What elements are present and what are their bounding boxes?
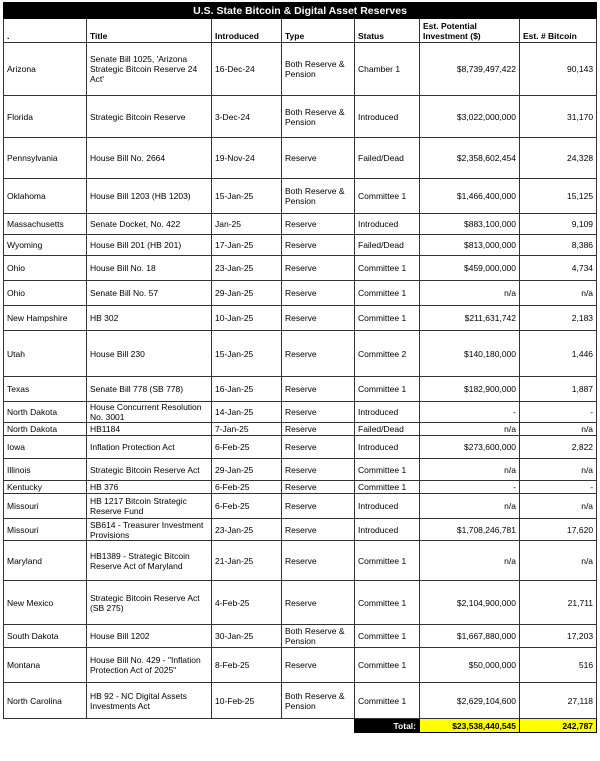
cell-introduced: 15-Jan-25: [212, 179, 282, 214]
cell-introduced: 6-Feb-25: [212, 481, 282, 494]
header-type: Type: [282, 19, 355, 43]
header-title: Title: [87, 19, 212, 43]
cell-status: Committee 1: [355, 281, 420, 306]
cell-status: Committee 1: [355, 581, 420, 625]
table-row: [4, 494, 597, 519]
cell-state: New Mexico: [4, 581, 87, 625]
cell-title: HB 92 - NC Digital Assets Investments Act: [87, 683, 212, 719]
cell-investment: n/a: [420, 459, 520, 481]
table-row: [4, 625, 597, 648]
total-spacer: [4, 719, 355, 733]
table-row: [4, 423, 597, 436]
cell-title: House Bill 1203 (HB 1203): [87, 179, 212, 214]
cell-status: Committee 1: [355, 683, 420, 719]
cell-status: Introduced: [355, 96, 420, 138]
cell-title: Senate Docket, No. 422: [87, 214, 212, 235]
table-row: [4, 459, 597, 481]
cell-bitcoin: 516: [520, 648, 597, 683]
cell-type: Reserve: [282, 581, 355, 625]
cell-status: Committee 1: [355, 256, 420, 281]
cell-introduced: 16-Dec-24: [212, 43, 282, 96]
cell-status: Introduced: [355, 402, 420, 423]
cell-title: Senate Bill 778 (SB 778): [87, 377, 212, 402]
cell-title: HB1389 - Strategic Bitcoin Reserve Act of Maryland: [87, 541, 212, 581]
cell-state: Maryland: [4, 541, 87, 581]
cell-bitcoin: n/a: [520, 423, 597, 436]
cell-introduced: 29-Jan-25: [212, 459, 282, 481]
cell-investment: $883,100,000: [420, 214, 520, 235]
cell-bitcoin: -: [520, 481, 597, 494]
cell-bitcoin: 4,734: [520, 256, 597, 281]
cell-type: Reserve: [282, 423, 355, 436]
cell-investment: n/a: [420, 541, 520, 581]
cell-investment: $813,000,000: [420, 235, 520, 256]
table-row: [4, 256, 597, 281]
table-row: [4, 481, 597, 494]
cell-bitcoin: 21,711: [520, 581, 597, 625]
cell-bitcoin: 1,446: [520, 331, 597, 377]
cell-title: Strategic Bitcoin Reserve Act (SB 275): [87, 581, 212, 625]
cell-introduced: 6-Feb-25: [212, 436, 282, 459]
cell-title: House Bill No. 18: [87, 256, 212, 281]
cell-status: Committee 1: [355, 377, 420, 402]
cell-investment: $3,022,000,000: [420, 96, 520, 138]
cell-introduced: 7-Jan-25: [212, 423, 282, 436]
cell-status: Committee 2: [355, 331, 420, 377]
total-row: [4, 719, 597, 733]
cell-introduced: 17-Jan-25: [212, 235, 282, 256]
cell-bitcoin: 27,118: [520, 683, 597, 719]
reserves-table-wrapper: [3, 2, 596, 733]
cell-type: Both Reserve & Pension: [282, 683, 355, 719]
table-row: [4, 138, 597, 179]
cell-investment: $8,739,497,422: [420, 43, 520, 96]
cell-state: Illinois: [4, 459, 87, 481]
cell-investment: $2,629,104,600: [420, 683, 520, 719]
table-row: [4, 541, 597, 581]
cell-title: HB1184: [87, 423, 212, 436]
cell-status: Introduced: [355, 519, 420, 541]
cell-bitcoin: 24,328: [520, 138, 597, 179]
cell-introduced: 16-Jan-25: [212, 377, 282, 402]
table-row: [4, 281, 597, 306]
cell-state: Iowa: [4, 436, 87, 459]
header-introduced: Introduced: [212, 19, 282, 43]
cell-investment: n/a: [420, 281, 520, 306]
cell-introduced: 4-Feb-25: [212, 581, 282, 625]
cell-state: Missouri: [4, 494, 87, 519]
cell-type: Reserve: [282, 459, 355, 481]
cell-title: Inflation Protection Act: [87, 436, 212, 459]
cell-type: Both Reserve & Pension: [282, 179, 355, 214]
table-row: [4, 214, 597, 235]
cell-status: Committee 1: [355, 625, 420, 648]
table-row: [4, 235, 597, 256]
cell-title: House Concurrent Resolution No. 3001: [87, 402, 212, 423]
cell-title: House Bill 1202: [87, 625, 212, 648]
cell-introduced: 19-Nov-24: [212, 138, 282, 179]
cell-introduced: 8-Feb-25: [212, 648, 282, 683]
cell-introduced: 14-Jan-25: [212, 402, 282, 423]
cell-introduced: Jan-25: [212, 214, 282, 235]
cell-status: Failed/Dead: [355, 235, 420, 256]
cell-type: Reserve: [282, 138, 355, 179]
cell-type: Both Reserve & Pension: [282, 96, 355, 138]
total-label: Total:: [355, 719, 420, 733]
cell-introduced: 10-Jan-25: [212, 306, 282, 331]
cell-title: Strategic Bitcoin Reserve: [87, 96, 212, 138]
cell-investment: n/a: [420, 423, 520, 436]
cell-type: Reserve: [282, 377, 355, 402]
cell-investment: -: [420, 402, 520, 423]
cell-state: Ohio: [4, 256, 87, 281]
cell-bitcoin: n/a: [520, 541, 597, 581]
cell-state: New Hampshire: [4, 306, 87, 331]
total-investment: $23,538,440,545: [420, 719, 520, 733]
table-row: [4, 306, 597, 331]
cell-state: Utah: [4, 331, 87, 377]
table-row: [4, 402, 597, 423]
cell-state: Ohio: [4, 281, 87, 306]
table-row: [4, 43, 597, 96]
cell-title: HB 376: [87, 481, 212, 494]
cell-introduced: 10-Feb-25: [212, 683, 282, 719]
cell-title: Senate Bill No. 57: [87, 281, 212, 306]
cell-type: Reserve: [282, 281, 355, 306]
cell-introduced: 23-Jan-25: [212, 256, 282, 281]
cell-title: SB614 - Treasurer Investment Provisions: [87, 519, 212, 541]
cell-title: Senate Bill 1025, 'Arizona Strategic Bitcoin Reserve 24 Act': [87, 43, 212, 96]
cell-type: Reserve: [282, 436, 355, 459]
table-row: [4, 331, 597, 377]
header-investment: Est. Potential Investment ($): [420, 19, 520, 43]
cell-investment: n/a: [420, 494, 520, 519]
cell-type: Reserve: [282, 481, 355, 494]
cell-bitcoin: 9,109: [520, 214, 597, 235]
cell-introduced: 3-Dec-24: [212, 96, 282, 138]
table-row: [4, 648, 597, 683]
cell-bitcoin: 2,822: [520, 436, 597, 459]
cell-state: Arizona: [4, 43, 87, 96]
cell-type: Reserve: [282, 306, 355, 331]
cell-bitcoin: 8,386: [520, 235, 597, 256]
total-bitcoin: 242,787: [520, 719, 597, 733]
cell-bitcoin: 90,143: [520, 43, 597, 96]
cell-title: House Bill No. 2664: [87, 138, 212, 179]
cell-state: Texas: [4, 377, 87, 402]
cell-bitcoin: 15,125: [520, 179, 597, 214]
cell-investment: $459,000,000: [420, 256, 520, 281]
reserves-table: [3, 2, 597, 733]
cell-status: Committee 1: [355, 306, 420, 331]
cell-type: Reserve: [282, 494, 355, 519]
cell-state: Kentucky: [4, 481, 87, 494]
table-body: [4, 43, 597, 719]
header-status: Status: [355, 19, 420, 43]
table-row: [4, 96, 597, 138]
cell-title: House Bill No. 429 - "Inflation Protection Act of 2025": [87, 648, 212, 683]
cell-state: South Dakota: [4, 625, 87, 648]
cell-introduced: 15-Jan-25: [212, 331, 282, 377]
cell-state: Massachusetts: [4, 214, 87, 235]
cell-title: HB 302: [87, 306, 212, 331]
cell-status: Committee 1: [355, 179, 420, 214]
cell-status: Committee 1: [355, 648, 420, 683]
cell-type: Both Reserve & Pension: [282, 625, 355, 648]
cell-state: Missouri: [4, 519, 87, 541]
header-state: .: [4, 19, 87, 43]
cell-title: House Bill 201 (HB 201): [87, 235, 212, 256]
cell-state: North Dakota: [4, 423, 87, 436]
table-row: [4, 519, 597, 541]
table-title: U.S. State Bitcoin & Digital Asset Reserves: [4, 3, 597, 19]
cell-status: Failed/Dead: [355, 423, 420, 436]
cell-introduced: 29-Jan-25: [212, 281, 282, 306]
cell-introduced: 21-Jan-25: [212, 541, 282, 581]
cell-status: Committee 1: [355, 459, 420, 481]
cell-bitcoin: 17,620: [520, 519, 597, 541]
cell-state: Wyoming: [4, 235, 87, 256]
cell-bitcoin: 17,203: [520, 625, 597, 648]
cell-state: North Carolina: [4, 683, 87, 719]
cell-type: Reserve: [282, 331, 355, 377]
cell-investment: $50,000,000: [420, 648, 520, 683]
cell-investment: $2,358,602,454: [420, 138, 520, 179]
cell-status: Introduced: [355, 214, 420, 235]
cell-title: Strategic Bitcoin Reserve Act: [87, 459, 212, 481]
cell-state: Oklahoma: [4, 179, 87, 214]
cell-bitcoin: 2,183: [520, 306, 597, 331]
cell-investment: $140,180,000: [420, 331, 520, 377]
cell-bitcoin: 31,170: [520, 96, 597, 138]
cell-investment: $1,708,246,781: [420, 519, 520, 541]
cell-type: Reserve: [282, 214, 355, 235]
cell-bitcoin: -: [520, 402, 597, 423]
cell-type: Reserve: [282, 541, 355, 581]
cell-state: Pennsylvania: [4, 138, 87, 179]
cell-type: Reserve: [282, 256, 355, 281]
table-row: [4, 179, 597, 214]
cell-status: Chamber 1: [355, 43, 420, 96]
cell-state: Montana: [4, 648, 87, 683]
cell-investment: -: [420, 481, 520, 494]
cell-status: Introduced: [355, 494, 420, 519]
cell-introduced: 23-Jan-25: [212, 519, 282, 541]
cell-state: North Dakota: [4, 402, 87, 423]
cell-investment: $1,466,400,000: [420, 179, 520, 214]
cell-title: HB 1217 Bitcoin Strategic Reserve Fund: [87, 494, 212, 519]
cell-type: Reserve: [282, 519, 355, 541]
cell-bitcoin: 1,887: [520, 377, 597, 402]
cell-status: Committee 1: [355, 541, 420, 581]
cell-status: Failed/Dead: [355, 138, 420, 179]
cell-title: House Bill 230: [87, 331, 212, 377]
table-title-row: [4, 3, 597, 19]
cell-bitcoin: n/a: [520, 459, 597, 481]
cell-status: Committee 1: [355, 481, 420, 494]
table-row: [4, 581, 597, 625]
cell-type: Reserve: [282, 402, 355, 423]
cell-investment: $211,631,742: [420, 306, 520, 331]
cell-type: Reserve: [282, 648, 355, 683]
cell-investment: $273,600,000: [420, 436, 520, 459]
table-row: [4, 377, 597, 402]
cell-status: Introduced: [355, 436, 420, 459]
table-row: [4, 683, 597, 719]
cell-type: Reserve: [282, 235, 355, 256]
cell-investment: $1,667,880,000: [420, 625, 520, 648]
table-row: [4, 436, 597, 459]
cell-bitcoin: n/a: [520, 281, 597, 306]
header-row: [4, 19, 597, 43]
cell-type: Both Reserve & Pension: [282, 43, 355, 96]
cell-bitcoin: n/a: [520, 494, 597, 519]
cell-introduced: 30-Jan-25: [212, 625, 282, 648]
header-bitcoin: Est. # Bitcoin: [520, 19, 597, 43]
cell-state: Florida: [4, 96, 87, 138]
cell-introduced: 6-Feb-25: [212, 494, 282, 519]
cell-investment: $182,900,000: [420, 377, 520, 402]
cell-investment: $2,104,900,000: [420, 581, 520, 625]
